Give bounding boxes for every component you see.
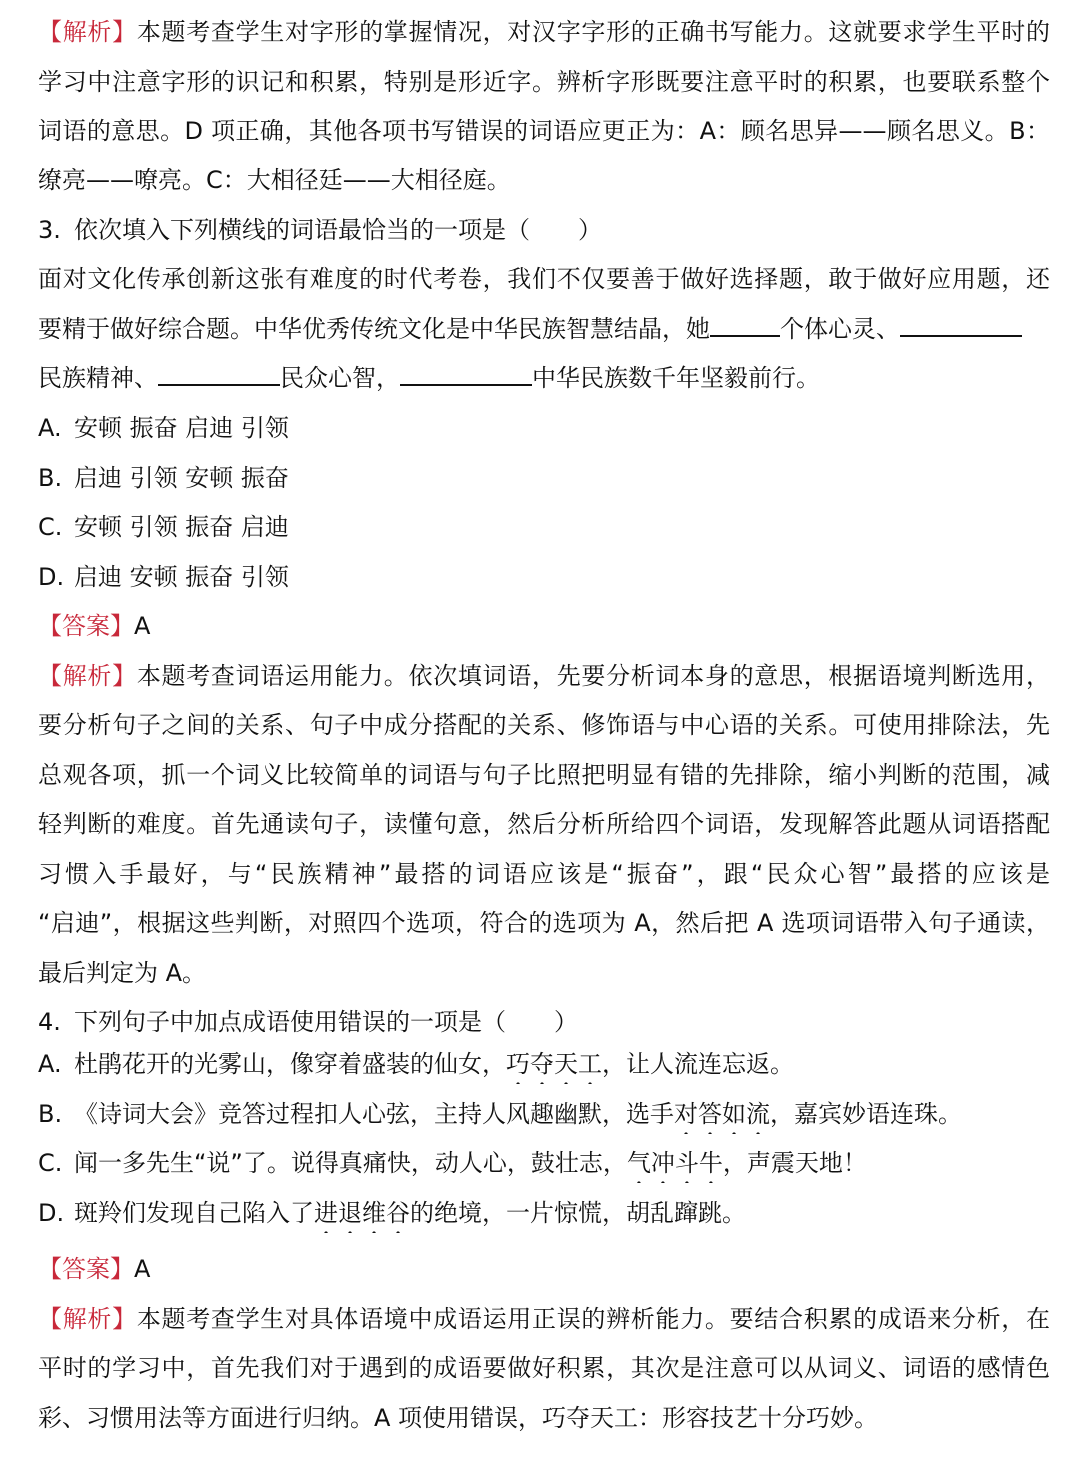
option-key: D. [38,1199,65,1227]
analysis-q2-line-2: 学习中注意字形的识记和积累，特别是形近字。辨析字形既要注意平时的积累，也要联系整个 [38,68,1050,96]
question-3-answer [38,606,1050,646]
option-key: C. [38,513,63,541]
passage-text: 民众心智， [280,364,400,392]
question-text: 下列句子中加点成语使用错误的一项是（ ） [74,1008,578,1036]
option-key: B. [38,1100,63,1128]
analysis-tag: 【解析】 [38,1305,137,1333]
answer-tag: 【答案】 [38,612,134,640]
question-3-analysis-line-5: 习惯入手最好，与“民族精神”最搭的词语应该是“振奋”，跟“民众心智”最搭的应该是 [38,860,1050,888]
fill-blank-3 [158,358,280,386]
analysis-q2-line-4: 缭亮——嘹亮。C：大相径廷——大相径庭。 [38,166,511,194]
fill-blank-2 [900,309,1022,337]
question-3-analysis-line-4: 轻判断的难度。首先通读句子，读懂句意，然后分析所给四个词语，发现解答此题从词语搭配 [38,810,1050,838]
answer-value: A [134,1255,151,1283]
question-3-stem [38,210,1050,250]
option-text: 斑羚们发现自己陷入了 [74,1199,314,1227]
analysis-tag: 【解析】 [38,662,137,690]
fill-blank-1 [710,309,780,337]
question-text: 依次填入下列横线的词语最恰当的一项是（ ） [74,216,602,244]
analysis-text: 本题考查词语运用能力。依次填词语，先要分析词本身的意思，根据语境判断选用， [136,662,1050,690]
passage-text: 中华民族数千年坚毅前行。 [532,364,820,392]
option-text: ，声震天地！ [722,1149,867,1177]
question-3-passage-line-3 [38,358,1050,398]
option-text: 启迪 引领 安顿 振奋 [74,464,289,492]
question-4-answer [38,1249,1050,1289]
option-text: 安顿 振奋 启迪 引领 [74,414,289,442]
dotted-idiom: 对答如流 [674,1100,770,1128]
question-3-option-a [38,408,1050,448]
analysis-text: 本题考查学生对具体语境中成语运用正误的辨析能力。要结合积累的成语来分析，在 [136,1305,1050,1333]
dotted-idiom: 气冲斗牛 [626,1149,723,1177]
analysis-text: 本题考查学生对字形的掌握情况，对汉字字形的正确书写能力。这就要求学生平时的 [136,18,1050,46]
analysis-tag: 【解析】 [38,18,137,46]
option-key: A. [38,1050,62,1078]
passage-text: 民族精神、 [38,364,158,392]
question-4-analysis-line-3: 彩、习惯用法等方面进行归纳。A 项使用错误，巧夺天工：形容技艺十分巧妙。 [38,1404,879,1432]
analysis-q2-line-1 [38,12,1050,52]
passage-text: 要精于做好综合题。中华优秀传统文化是中华民族智慧结晶，她 [38,315,710,343]
option-text: ，让人流连忘返。 [602,1050,794,1078]
question-3-analysis-line-1 [38,656,1050,696]
question-number: 4. [38,1008,61,1036]
option-text: 闻一多先生“说”了。说得真痛快，动人心，鼓壮志， [74,1149,627,1177]
option-text: ，嘉宾妙语连珠。 [770,1100,962,1128]
option-text: 启迪 安顿 振奋 引领 [74,563,289,591]
question-3-passage-line-1: 面对文化传承创新这张有难度的时代考卷，我们不仅要善于做好选择题，敢于做好应用题，还 [38,265,1050,293]
question-3-analysis-line-3: 总观各项，抓一个词义比较简单的词语与句子比照把明显有错的先排除，缩小判断的范围，减 [38,761,1050,789]
analysis-q2-line-3: 词语的意思。D 项正确，其他各项书写错误的词语应更正为：A：顾名思异——顾名思义。B： [38,117,1050,145]
answer-value: A [134,612,151,640]
question-4-option-a [38,1044,1050,1084]
dotted-idiom: 进退维谷 [314,1199,410,1227]
fill-blank-4 [400,358,532,386]
option-key: A. [38,414,62,442]
dotted-idiom: 巧夺天工 [506,1050,602,1078]
option-key: D. [38,563,65,591]
option-key: C. [38,1149,63,1177]
question-4-analysis-line-2: 平时的学习中，首先我们对于遇到的成语要做好积累，其次是注意可以从词义、词语的感情色 [38,1354,1050,1382]
question-4-option-d [38,1193,1050,1233]
question-number: 3. [38,216,61,244]
answer-tag: 【答案】 [38,1255,134,1283]
question-4-option-b [38,1094,1050,1134]
option-text: 杜鹃花开的光雾山，像穿着盛装的仙女， [74,1050,506,1078]
question-3-option-d [38,557,1050,597]
passage-text: 个体心灵、 [780,315,900,343]
question-3-analysis-line-2: 要分析句子之间的关系、句子中成分搭配的关系、修饰语与中心语的关系。可使用排除法，先 [38,711,1050,739]
question-4-stem [38,1002,1050,1042]
option-text: 《诗词大会》竞答过程扣人心弦，主持人风趣幽默，选手 [74,1100,674,1128]
option-key: B. [38,464,63,492]
question-4-analysis-line-1 [38,1299,1050,1339]
question-3-option-c [38,507,1050,547]
question-3-option-b [38,458,1050,498]
question-4-option-c [38,1143,1050,1183]
option-text: 安顿 引领 振奋 启迪 [74,513,289,541]
question-3-analysis-line-7: 最后判定为 A。 [38,959,207,987]
question-3-analysis-line-6: “启迪”，根据这些判断，对照四个选项，符合的选项为 A，然后把 A 选项词语带入句子通读， [38,909,1050,937]
question-3-passage-line-2 [38,309,1050,349]
option-text: 的绝境，一片惊慌，胡乱蹿跳。 [410,1199,746,1227]
